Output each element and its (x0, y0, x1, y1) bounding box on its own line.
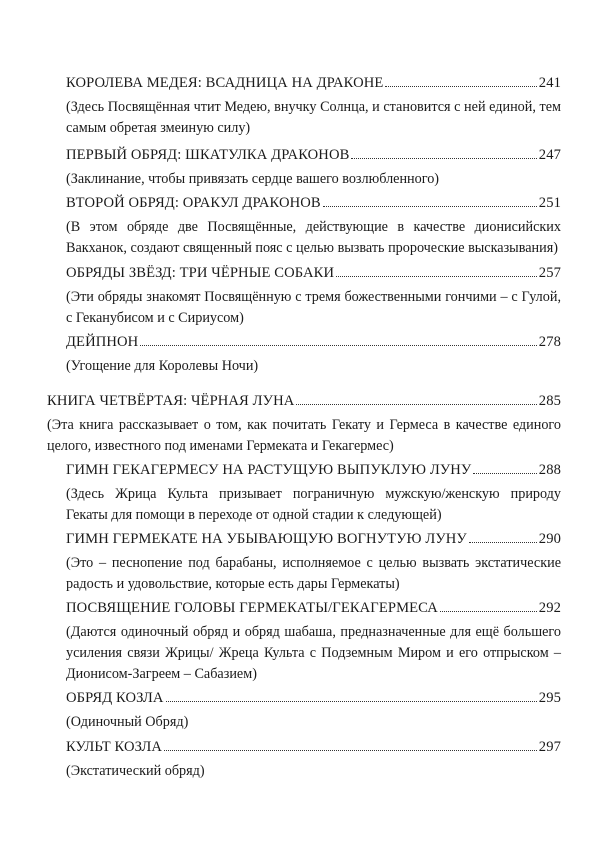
toc-page-number: 278 (538, 334, 561, 350)
dot-leader (140, 344, 537, 346)
toc-heading-line (66, 146, 561, 164)
dot-leader (440, 610, 537, 612)
toc-entry-description: (Здесь Жрица Культа призывает пограничную мужскую/женскую природу Гекаты для помощи в переходе от одной стадии к следующей) (66, 486, 561, 523)
toc-entry-title: КНИГА ЧЕТВЁРТАЯ: ЧЁРНАЯ ЛУНА (47, 393, 295, 409)
toc-page-number: 288 (538, 462, 561, 478)
toc-entry-title: ОБРЯДЫ ЗВЁЗД: ТРИ ЧЁРНЫЕ СОБАКИ (66, 265, 335, 281)
toc-entry-description: (Угощение для Королевы Ночи) (66, 358, 259, 374)
toc-entry-title: ОБРЯД КОЗЛА (66, 690, 164, 706)
toc-entry (66, 530, 561, 595)
toc-page-number: 247 (538, 147, 561, 163)
toc-entry (66, 194, 561, 259)
toc-entry-description: (Экстатический обряд) (66, 763, 205, 779)
toc-heading-line (66, 599, 561, 617)
toc-entry (66, 689, 561, 733)
toc-page-number: 251 (538, 195, 561, 211)
toc-page-number: 257 (538, 265, 561, 281)
toc-entry-description: (Это – песнопение под барабаны, исполняемое с целью вызвать экстатические радость и удовольствие, которые есть дары Гермекаты) (66, 555, 561, 592)
toc-entry-title: ГИМН ГЕРМЕКАТЕ НА УБЫВАЮЩУЮ ВОГНУТУЮ ЛУНУ (66, 531, 467, 547)
toc-entry-title: ПЕРВЫЙ ОБРЯД: ШКАТУЛКА ДРАКОНОВ (66, 147, 350, 163)
dot-leader (385, 85, 536, 87)
dot-leader (469, 541, 537, 543)
toc-entry (66, 74, 561, 139)
toc-page-number: 241 (538, 75, 561, 91)
toc-page-number: 295 (538, 690, 561, 706)
toc-heading-line (66, 194, 561, 212)
toc-entry-title: КУЛЬТ КОЗЛА (66, 739, 162, 755)
dot-leader (296, 403, 536, 405)
toc-page-number: 290 (538, 531, 561, 547)
toc-entry (66, 599, 561, 685)
toc-heading-line (66, 530, 561, 548)
toc-heading-line (66, 738, 561, 756)
toc-entry-description: (Заклинание, чтобы привязать сердце вашего возлюбленного) (66, 171, 440, 187)
toc-heading-line (47, 392, 561, 410)
toc-entry-description: (Эти обряды знакомят Посвящённую с тремя божественными гончими – с Гулой, с Геканубисом и с Сириусом) (66, 289, 561, 326)
toc-entry-description: (Эта книга рассказывает о том, как почитать Гекату и Гермеса в качестве единого целого, известного под именами Гермеката и Гекагермес) (47, 417, 561, 454)
toc-entry-description: (В этом обряде две Посвящённые, действующие в качестве дионисийских Вакханок, создают священный пояс с целью вызвать пророческие высказывания) (66, 219, 561, 256)
toc-entry (66, 461, 561, 526)
toc-heading-line (66, 333, 561, 351)
dot-leader (323, 205, 537, 207)
toc-page-number: 297 (538, 739, 561, 755)
toc-entry (66, 264, 561, 329)
toc-entry (66, 146, 561, 190)
dot-leader (164, 749, 537, 751)
toc-heading-line (66, 264, 561, 282)
toc-entry (66, 738, 561, 782)
dot-leader (166, 700, 537, 702)
toc-entry-title: КОРОЛЕВА МЕДЕЯ: ВСАДНИЦА НА ДРАКОНЕ (66, 75, 384, 91)
toc-heading-line (66, 74, 561, 92)
toc-entry-title: ГИМН ГЕКАГЕРМЕСУ НА РАСТУЩУЮ ВЫПУКЛУЮ ЛУНУ (66, 462, 472, 478)
toc-entry (66, 333, 561, 377)
toc-entry-description: (Одиночный Обряд) (66, 714, 189, 730)
toc-entry-description: (Здесь Посвящённая чтит Медею, внучку Солнца, и становится с ней единой, тем самым обретая змеиную силу) (66, 99, 561, 136)
dot-leader (351, 157, 536, 159)
toc-page-number: 285 (538, 393, 561, 409)
toc-heading-line (66, 689, 561, 707)
toc-entry-title: ВТОРОЙ ОБРЯД: ОРАКУЛ ДРАКОНОВ (66, 195, 321, 211)
toc-entry-description: (Даются одиночный обряд и обряд шабаша, предназначенные для ещё большего усиления связи Жрицы/ Жреца Культа с Подземным Миром и его отпрыском – Дионисом-Загреем – Сабазием) (66, 624, 561, 682)
toc-entry-title: ПОСВЯЩЕНИЕ ГОЛОВЫ ГЕРМЕКАТЫ/ГЕКАГЕРМЕСА (66, 600, 438, 616)
dot-leader (336, 275, 537, 277)
toc-heading-line (66, 461, 561, 479)
toc-entry-title: ДЕЙПНОН (66, 334, 139, 350)
toc-page-number: 292 (538, 600, 561, 616)
dot-leader (473, 472, 536, 474)
toc-entry (47, 392, 561, 457)
